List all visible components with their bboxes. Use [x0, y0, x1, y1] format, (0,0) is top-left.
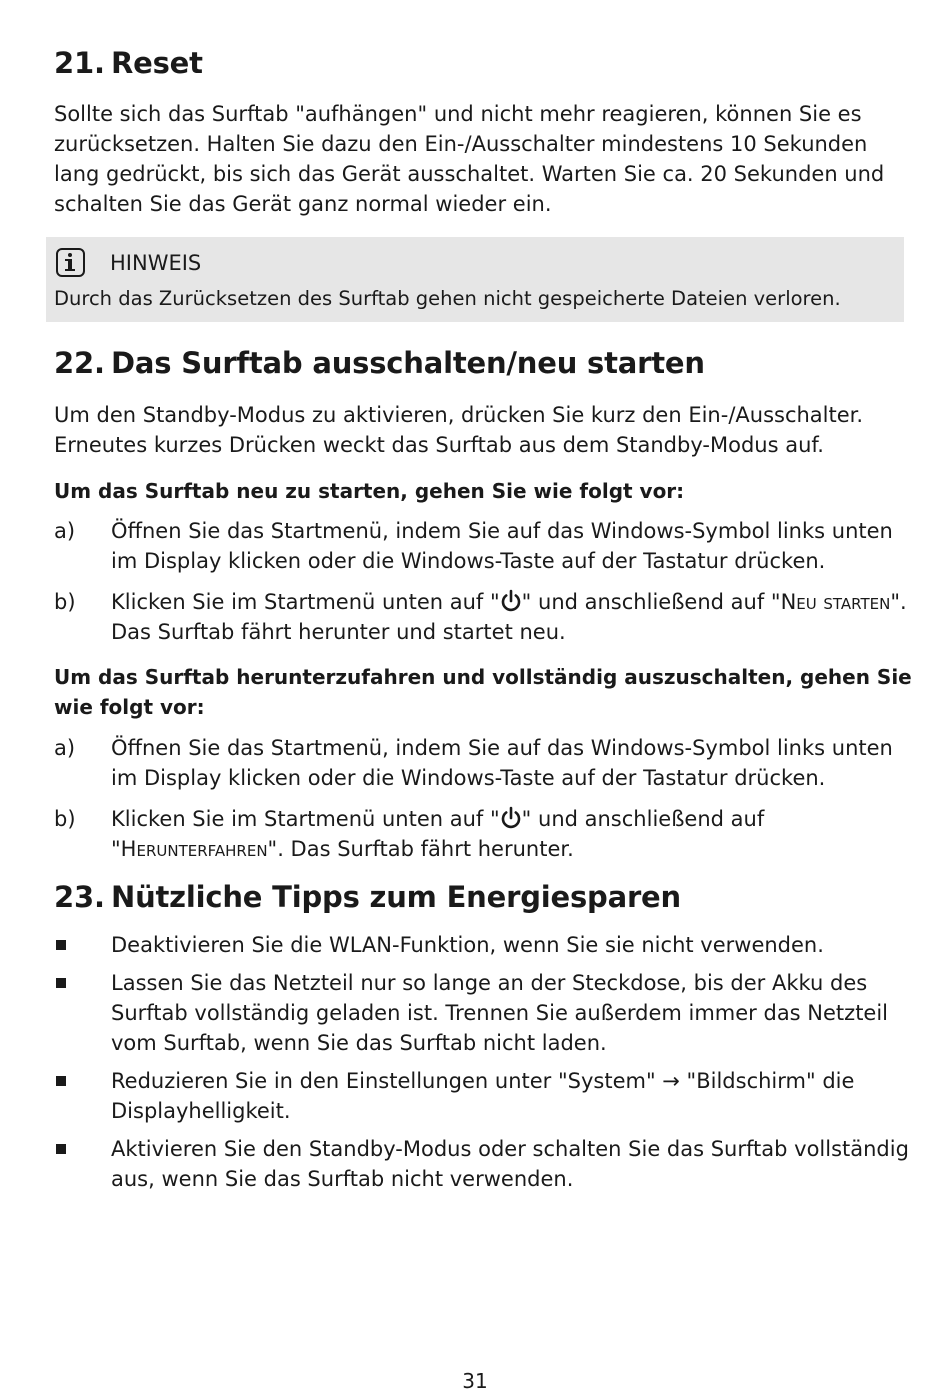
shutdown-subheading: Um das Surftab herunterzufahren und vollständig auszuschalten, gehen Sie wie folgt vor:: [54, 665, 912, 719]
tip-text: Aktivieren Sie den Standby-Modus oder schalten Sie das Surftab vollständig aus, wenn Sie das Surftab nicht verwenden.: [111, 1137, 909, 1191]
bullet-square-icon: [56, 940, 66, 950]
tip-text: Lassen Sie das Netzteil nur so lange an der Steckdose, bis der Akku des Surftab vollständig geladen ist. Trennen Sie außerdem immer das Netzteil vom Surftab, wenn Sie das Surftab nicht laden.: [111, 971, 889, 1055]
restart-step-b: [54, 587, 914, 647]
tip-item: [54, 968, 914, 1058]
step-text: Klicken Sie im Startmenü unten auf " " und anschließend auf "Herunterfahren". Das Surftab fährt herunter.: [111, 807, 765, 861]
tip-item: [54, 1066, 914, 1126]
step-marker: a): [54, 736, 76, 760]
bullet-square-icon: [56, 1076, 66, 1086]
step-text: Klicken Sie im Startmenü unten auf " " und anschließend auf "Neu starten". Das Surftab fährt herunter und startet neu.: [111, 590, 907, 644]
standby-paragraph: Um den Standby-Modus zu aktivieren, drücken Sie kurz den Ein-/Ausschalter. Erneutes kurzes Drücken weckt das Surftab aus dem Standby-Modus auf.: [54, 403, 864, 457]
menu-term: Neu starten: [780, 590, 891, 614]
tip-text: Reduzieren Sie in den Einstellungen unter "System" → "Bildschirm" die Displayhelligkeit.: [111, 1069, 855, 1123]
power-icon: [500, 589, 522, 613]
tip-item: [54, 1134, 914, 1194]
section-22-heading: [54, 346, 705, 380]
power-icon: [500, 806, 522, 830]
note-text: Durch das Zurücksetzen des Surftab gehen nicht gespeicherte Dateien verloren.: [54, 287, 841, 310]
shutdown-step-b: [54, 804, 914, 864]
section-number: 21.: [54, 46, 105, 80]
section-number: 23.: [54, 880, 105, 914]
shutdown-step-a: [54, 733, 914, 793]
section-title: Nützliche Tipps zum Energiesparen: [111, 880, 681, 914]
section-number: 22.: [54, 346, 105, 380]
step-marker: b): [54, 807, 76, 831]
reset-paragraph: Sollte sich das Surftab "aufhängen" und nicht mehr reagieren, können Sie es zurücksetzen. Halten Sie dazu den Ein-/Ausschalter mindestens 10 Sekunden lang gedrückt, bis sich das Gerät ausschaltet. Warten Sie ca. 20 Sekunden und schalten Sie das Gerät ganz normal wieder ein.: [54, 102, 885, 216]
note-label: HINWEIS: [110, 250, 202, 275]
page-number: 31: [462, 1369, 488, 1393]
bullet-square-icon: [56, 1144, 66, 1154]
restart-step-a: [54, 516, 914, 576]
note-header: [56, 248, 201, 277]
section-title: Reset: [111, 46, 203, 80]
tip-item: [54, 930, 914, 960]
section-21-heading: [54, 46, 203, 80]
tip-text: Deaktivieren Sie die WLAN-Funktion, wenn Sie sie nicht verwenden.: [111, 933, 824, 957]
bullet-square-icon: [56, 978, 66, 988]
step-marker: b): [54, 590, 76, 614]
step-marker: a): [54, 519, 76, 543]
restart-subheading: Um das Surftab neu zu starten, gehen Sie wie folgt vor:: [54, 479, 685, 503]
note-box: [46, 237, 904, 322]
section-title: Das Surftab ausschalten/neu starten: [111, 346, 705, 380]
info-icon: [56, 248, 85, 277]
step-text: Öffnen Sie das Startmenü, indem Sie auf das Windows-Symbol links unten im Display klicken oder die Windows-Taste auf der Tastatur drücken.: [111, 519, 893, 573]
section-23-heading: [54, 880, 681, 914]
menu-term: Herunterfahren: [120, 837, 268, 861]
step-text: Öffnen Sie das Startmenü, indem Sie auf das Windows-Symbol links unten im Display klicken oder die Windows-Taste auf der Tastatur drücken.: [111, 736, 893, 790]
